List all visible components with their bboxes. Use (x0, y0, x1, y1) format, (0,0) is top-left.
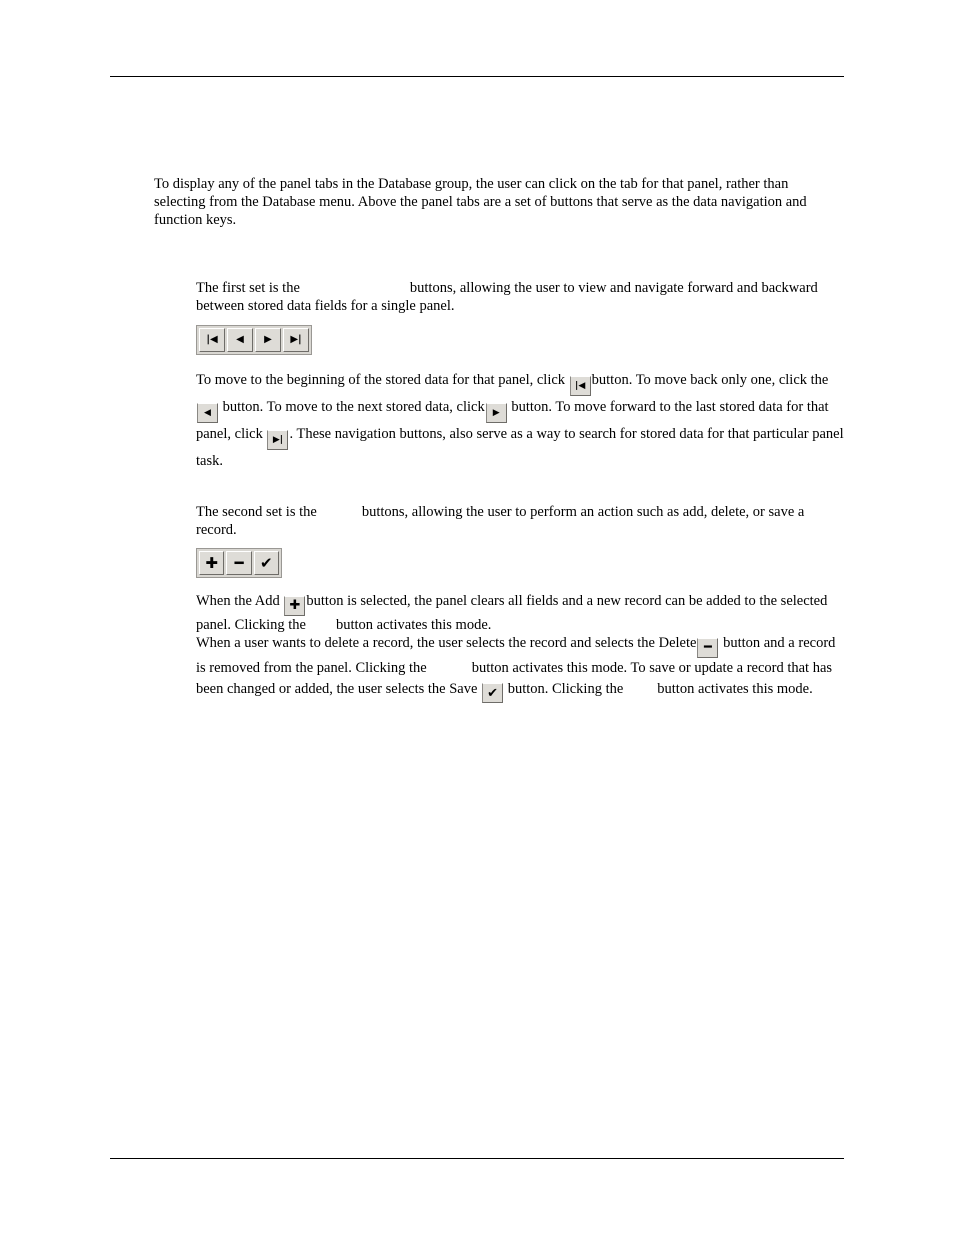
nav-desc-2: button. To move back only one, click the (591, 372, 829, 388)
next-record-button[interactable] (255, 328, 281, 352)
func-text-b: buttons, allowing the user to perform an action such as add, delete, or save a record. (196, 504, 805, 538)
del-desc-2: button and a record is removed from the panel. Clicking the (196, 635, 836, 676)
previous-record-icon: ◀ (236, 334, 244, 345)
delete-save-description (196, 633, 844, 703)
del-desc-1: When a user wants to delete a record, the user selects the record and selects the Delete (196, 635, 697, 651)
next-record-icon: ▶ (264, 334, 272, 345)
nav-text-a: The first set is the (196, 280, 300, 296)
nav-desc-3: button. To move to the next stored data, click (222, 399, 485, 415)
save-button[interactable] (254, 551, 279, 575)
nav-desc-4: button. To move forward to the last stored data for that panel, click (196, 399, 829, 442)
save-check-icon: ✔ (260, 554, 273, 572)
nav-text-b: buttons, allowing the user to view and navigate forward and backward between stored data fields for a single panel. (196, 280, 818, 314)
function-set-paragraph (196, 503, 841, 539)
intro-paragraph: To display any of the panel tabs in the Database group, the user can click on the tab for that panel, rather than selecting from the Database menu. Above the panel tabs are a set of buttons that serve as the data navigation and function keys. (154, 176, 807, 228)
add-desc-2: button is selected, the panel clears all fields and a new record can be added to the selected panel. Clicking the (196, 593, 828, 633)
inline-next-record-button[interactable] (486, 403, 507, 423)
first-record-button[interactable] (199, 328, 225, 352)
last-record-icon: ▶| (272, 435, 284, 445)
inline-last-record-button[interactable] (267, 430, 288, 450)
first-record-icon: |◀ (206, 334, 218, 345)
add-icon: ✚ (205, 554, 218, 572)
del-desc-3: button activates this mode. To save or update a record that has been changed or added, the user selects the Save (196, 659, 833, 697)
inline-delete-button[interactable] (697, 638, 718, 658)
add-desc-3: button activates this mode. (335, 617, 492, 633)
func-text-a: The second set is the (196, 504, 317, 520)
delete-button[interactable] (226, 551, 251, 575)
next-record-icon: ▶ (492, 408, 500, 418)
inline-add-button[interactable] (284, 596, 305, 616)
add-icon: ✚ (289, 598, 301, 613)
last-record-icon: ▶| (290, 334, 302, 345)
first-record-icon: |◀ (575, 381, 586, 391)
navigation-button-bar (196, 325, 312, 355)
add-description (196, 592, 844, 634)
function-button-bar (196, 548, 282, 578)
last-record-button[interactable] (283, 328, 309, 352)
delete-icon: ━ (704, 640, 712, 655)
del-desc-5: button activates this mode. (657, 680, 813, 697)
add-desc-1: When the Add (196, 593, 280, 609)
inline-previous-record-button[interactable] (197, 403, 218, 423)
inline-first-record-button[interactable] (570, 376, 591, 396)
delete-icon: ━ (234, 554, 244, 572)
nav-desc-5: . These navigation buttons, also serve as a way to search for stored data for that particular panel task. (196, 426, 844, 469)
navigation-set-paragraph (196, 279, 841, 315)
save-check-icon: ✔ (487, 685, 499, 701)
header-rule (110, 76, 844, 77)
previous-record-icon: ◀ (204, 408, 211, 418)
nav-desc-1: To move to the beginning of the stored data for that panel, click (196, 372, 566, 388)
footer-rule (110, 1158, 844, 1159)
add-button[interactable] (199, 551, 224, 575)
previous-record-button[interactable] (227, 328, 253, 352)
inline-save-button[interactable] (482, 683, 503, 703)
del-desc-4: button. Clicking the (507, 680, 624, 697)
navigation-description (196, 369, 846, 472)
